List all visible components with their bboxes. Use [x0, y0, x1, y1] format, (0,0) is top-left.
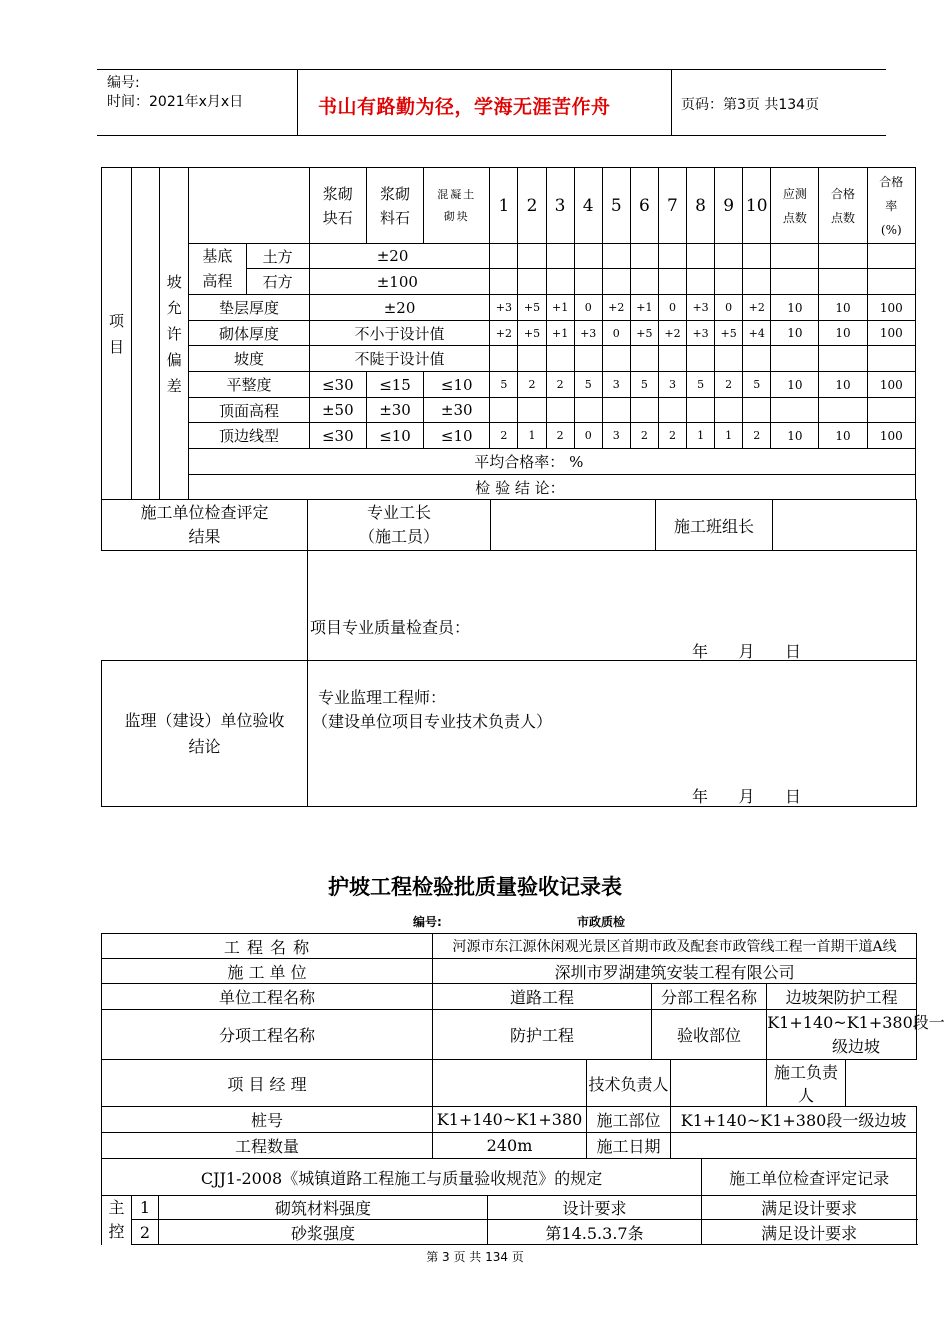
- empty-cell: [189, 168, 309, 244]
- measured-value: 0: [574, 295, 602, 321]
- measured-value: 5: [687, 372, 715, 398]
- item-name: 砂浆强度: [159, 1220, 488, 1245]
- qty-value: 240m: [433, 1133, 587, 1159]
- form-title: 护坡工程检验批质量验收记录表: [328, 875, 622, 899]
- subitem-label: 分项工程名称: [102, 1010, 433, 1060]
- measured-value: [518, 244, 546, 269]
- main-control-cell: 主控: [102, 1196, 132, 1245]
- item-result: 满足设计要求: [702, 1220, 917, 1245]
- measured-value: +4: [743, 321, 771, 346]
- point-header: 3: [546, 168, 574, 244]
- measured-value: [658, 346, 686, 372]
- tolerance-spec: ≤10: [424, 423, 490, 449]
- measured-value: [490, 346, 518, 372]
- project-name-value: 河源市东江源休闲观光景区首期市政及配套市政管线工程一首期干道A线: [433, 934, 917, 959]
- measured-value: [546, 346, 574, 372]
- measured-value: [490, 244, 518, 269]
- part-value: K1+140~K1+380段一级边坡: [671, 1107, 917, 1133]
- pass-rate: 100: [867, 423, 915, 449]
- measured-value: 3: [602, 372, 630, 398]
- row-label: 平整度: [189, 372, 309, 398]
- point-header: 2: [518, 168, 546, 244]
- tolerance-spec: 不小于设计值: [309, 321, 490, 346]
- measured-value: 5: [743, 372, 771, 398]
- row-label: 顶边线型: [189, 423, 309, 449]
- acceptance-form-table: [101, 933, 945, 1245]
- item-requirement: 第14.5.3.7条: [488, 1220, 702, 1245]
- measured-value: 2: [546, 423, 574, 449]
- measured-value: [658, 269, 686, 295]
- empty-cell: [102, 551, 308, 661]
- measured-value: 5: [630, 372, 658, 398]
- qualified-count: [819, 244, 867, 269]
- empty-cell: [846, 1060, 917, 1107]
- foreman-cell: 专业工长（施工员）: [308, 500, 491, 551]
- owner-tech-label: （建设单位项目专业技术负责人）: [312, 712, 553, 731]
- stake-label: 桩号: [102, 1107, 433, 1133]
- measured-value: [630, 346, 658, 372]
- point-header: 5: [602, 168, 630, 244]
- elev-label: 高程: [202, 272, 233, 290]
- team-leader-label: 施工班组长: [656, 500, 773, 551]
- measured-value: [574, 346, 602, 372]
- measured-value: 2: [518, 372, 546, 398]
- header-divider: [671, 69, 672, 135]
- supervisor-label: 专业监理工程师：: [318, 688, 447, 707]
- point-header: 1: [490, 168, 518, 244]
- measured-value: 2: [630, 423, 658, 449]
- base-elev-label-cell: [189, 244, 246, 295]
- row-label: 砌体厚度: [189, 321, 309, 346]
- measured-value: [574, 398, 602, 423]
- measured-value: 1: [715, 423, 743, 449]
- site-label: 施工负责人: [767, 1060, 846, 1107]
- measured-value: 5: [490, 372, 518, 398]
- measured-count: [771, 269, 819, 295]
- tolerance-spec: 不陡于设计值: [309, 346, 490, 372]
- item-label-cell: [102, 168, 132, 500]
- division-label: 分部工程名称: [652, 984, 767, 1010]
- measured-value: [687, 398, 715, 423]
- unit-project-value: 道路工程: [433, 984, 652, 1010]
- tolerance-spec: ≤10: [366, 423, 423, 449]
- accept-part-label: 验收部位: [652, 1010, 767, 1060]
- supervision-cell: [308, 661, 917, 807]
- measured-value: 5: [574, 372, 602, 398]
- inspection-conclusion: 检 验 结 论：: [189, 475, 916, 500]
- supervision-label-cell: 监理（建设）单位验收结论: [102, 661, 308, 807]
- measured-value: [715, 269, 743, 295]
- measured-value: +2: [658, 321, 686, 346]
- qty-label: 工程数量: [102, 1133, 433, 1159]
- header-bottom-rule: [97, 135, 886, 136]
- tolerance-spec: ≤15: [366, 372, 423, 398]
- measured-value: [743, 346, 771, 372]
- point-header: 6: [630, 168, 658, 244]
- slope-label-cell: [160, 168, 189, 500]
- tech-value: [671, 1060, 767, 1107]
- measured-value: [602, 346, 630, 372]
- measured-value: [687, 244, 715, 269]
- measured-value: +2: [743, 295, 771, 321]
- item-result: 满足设计要求: [702, 1196, 917, 1220]
- tolerance-spec: ±30: [366, 398, 423, 423]
- pass-rate: [867, 244, 915, 269]
- point-header: 8: [687, 168, 715, 244]
- header-top-rule: [97, 69, 886, 70]
- measured-value: [602, 244, 630, 269]
- point-header: 10: [743, 168, 771, 244]
- measured-value: [518, 346, 546, 372]
- pm-value: [433, 1060, 587, 1107]
- item-name: 砌筑材料强度: [159, 1196, 488, 1220]
- pass-rate: 100: [867, 295, 915, 321]
- measured-value: +1: [546, 321, 574, 346]
- project-name-label: 工 程 名 称: [102, 934, 433, 959]
- measured-value: [687, 269, 715, 295]
- measured-value: [715, 244, 743, 269]
- team-leader-signature: [773, 500, 917, 551]
- signature-table: [101, 499, 917, 807]
- header-motto: 书山有路勤为径，学海无涯苦作舟: [318, 96, 611, 118]
- tolerance-spec: ≤30: [309, 372, 366, 398]
- measured-value: 2: [715, 372, 743, 398]
- qualified-count: [819, 269, 867, 295]
- measured-value: 2: [743, 423, 771, 449]
- date-value: [671, 1133, 917, 1159]
- measured-value: [715, 346, 743, 372]
- qualified-count: [819, 346, 867, 372]
- slope-label: 坡允许偏差: [166, 272, 182, 395]
- pass-rate: [867, 269, 915, 295]
- tech-label: 技术负责人: [587, 1060, 671, 1107]
- measured-value: [658, 398, 686, 423]
- pass-rate: [867, 398, 915, 423]
- form-bianhao-label: 编号:: [413, 915, 442, 929]
- item-no: 2: [132, 1220, 159, 1245]
- base-label: 基底: [202, 247, 233, 265]
- measured-count: 10: [771, 295, 819, 321]
- measured-value: 0: [574, 423, 602, 449]
- tolerance-spec: ≤30: [309, 423, 366, 449]
- measured-value: +5: [630, 321, 658, 346]
- tolerance-spec: ±20: [309, 244, 490, 269]
- measured-value: +3: [490, 295, 518, 321]
- measured-value: +5: [518, 321, 546, 346]
- measured-value: +2: [602, 295, 630, 321]
- measured-value: [574, 269, 602, 295]
- row-label: 垫层厚度: [189, 295, 309, 321]
- accept-part-value: K1+140~K1+380段一级边坡: [767, 1010, 917, 1060]
- measured-count: [771, 346, 819, 372]
- item-label: 项目: [109, 311, 125, 356]
- pass-rate: 100: [867, 321, 915, 346]
- measured-value: [743, 398, 771, 423]
- row-label: 坡度: [189, 346, 309, 372]
- measured-value: +2: [490, 321, 518, 346]
- qualified-points-header: 合格点数: [819, 168, 867, 244]
- measured-value: 2: [658, 423, 686, 449]
- measured-value: +5: [715, 321, 743, 346]
- measured-value: [546, 244, 574, 269]
- quality-inspector-cell: [308, 551, 917, 661]
- quality-inspector-label: 项目专业质量检查员：: [310, 618, 471, 637]
- measured-value: 3: [602, 423, 630, 449]
- measured-value: [546, 269, 574, 295]
- average-pass-rate: 平均合格率： %: [189, 449, 916, 475]
- measured-value: [658, 244, 686, 269]
- subitem-value: 防护工程: [433, 1010, 652, 1060]
- measured-value: [518, 398, 546, 423]
- measured-value: +3: [687, 321, 715, 346]
- row-label: 顶面高程: [189, 398, 309, 423]
- measured-value: [630, 269, 658, 295]
- measured-value: 0: [715, 295, 743, 321]
- col-header-mortar-block: 浆砌块石: [309, 168, 366, 244]
- soil-type-label: 土方: [246, 244, 309, 269]
- item-requirement: 设计要求: [488, 1196, 702, 1220]
- measured-value: [574, 244, 602, 269]
- col-header-mortar-stone: 浆砌料石: [366, 168, 423, 244]
- measured-value: +1: [546, 295, 574, 321]
- date-label: 施工日期: [587, 1133, 671, 1159]
- measured-value: +3: [687, 295, 715, 321]
- pm-label: 项 目 经 理: [102, 1060, 433, 1107]
- measured-value: 0: [658, 295, 686, 321]
- measured-count: [771, 244, 819, 269]
- qualified-count: [819, 398, 867, 423]
- measured-value: [743, 244, 771, 269]
- tolerance-spec: ±30: [424, 398, 490, 423]
- division-value: 边坡架防护工程: [767, 984, 917, 1010]
- measured-value: 2: [490, 423, 518, 449]
- measured-value: [630, 398, 658, 423]
- qualified-count: 10: [819, 321, 867, 346]
- measured-value: 2: [546, 372, 574, 398]
- measured-value: [518, 269, 546, 295]
- pass-rate: 100: [867, 372, 915, 398]
- header-divider: [297, 69, 298, 135]
- pass-rate: [867, 346, 915, 372]
- supervision-date: 年 月 日: [692, 787, 802, 806]
- col-header-concrete-block: 混凝土砌块: [424, 168, 490, 244]
- contractor-label: 施 工 单 位: [102, 959, 433, 984]
- measured-value: [490, 398, 518, 423]
- qualified-count: 10: [819, 423, 867, 449]
- measured-points-header: 应测点数: [771, 168, 819, 244]
- contractor-value: 深圳市罗湖建筑安装工程有限公司: [433, 959, 917, 984]
- item-no: 1: [132, 1196, 159, 1220]
- page-footer: 第 3 页 共 134 页: [426, 1250, 524, 1264]
- qualified-count: 10: [819, 295, 867, 321]
- standard-label: CJJ1-2008《城镇道路工程施工与质量验收规范》的规定: [102, 1159, 702, 1196]
- point-header: 7: [658, 168, 686, 244]
- measured-value: +1: [630, 295, 658, 321]
- point-header: 9: [715, 168, 743, 244]
- tolerance-spec: ≤10: [424, 372, 490, 398]
- header-bianhao: 编号:: [107, 75, 140, 91]
- measured-count: 10: [771, 372, 819, 398]
- qualified-count: 10: [819, 372, 867, 398]
- check-record-label: 施工单位检查评定记录: [702, 1159, 917, 1196]
- measured-value: 0: [602, 321, 630, 346]
- measured-value: 1: [687, 423, 715, 449]
- part-label: 施工部位: [587, 1107, 671, 1133]
- tolerance-spec: ±20: [309, 295, 490, 321]
- measured-value: [490, 269, 518, 295]
- measured-value: [630, 244, 658, 269]
- measured-value: [602, 269, 630, 295]
- measured-value: +3: [574, 321, 602, 346]
- empty-cell: [132, 168, 160, 500]
- measured-value: +5: [518, 295, 546, 321]
- header-time: 时间：2021年x月x日: [107, 94, 244, 110]
- soil-type-label: 石方: [246, 269, 309, 295]
- point-header: 4: [574, 168, 602, 244]
- measured-count: [771, 398, 819, 423]
- tolerance-spec: ±50: [309, 398, 366, 423]
- tolerance-table: [101, 167, 916, 500]
- tolerance-spec: ±100: [309, 269, 490, 295]
- pass-rate-header: 合格率(%): [867, 168, 915, 244]
- measured-value: [687, 346, 715, 372]
- measured-value: 1: [518, 423, 546, 449]
- measured-value: [743, 269, 771, 295]
- unit-project-label: 单位工程名称: [102, 984, 433, 1010]
- measured-value: 3: [658, 372, 686, 398]
- stake-value: K1+140~K1+380: [433, 1107, 587, 1133]
- measured-count: 10: [771, 321, 819, 346]
- foreman-signature: [491, 500, 656, 551]
- measured-value: [602, 398, 630, 423]
- measured-value: [715, 398, 743, 423]
- measured-count: 10: [771, 423, 819, 449]
- measured-value: [546, 398, 574, 423]
- inspector-date: 年 月 日: [692, 642, 802, 661]
- contractor-check-cell: 施工单位检查评定结果: [102, 500, 308, 551]
- header-page-number: 页码：第3页 共134页: [681, 97, 820, 113]
- form-org: 市政质检: [577, 915, 626, 929]
